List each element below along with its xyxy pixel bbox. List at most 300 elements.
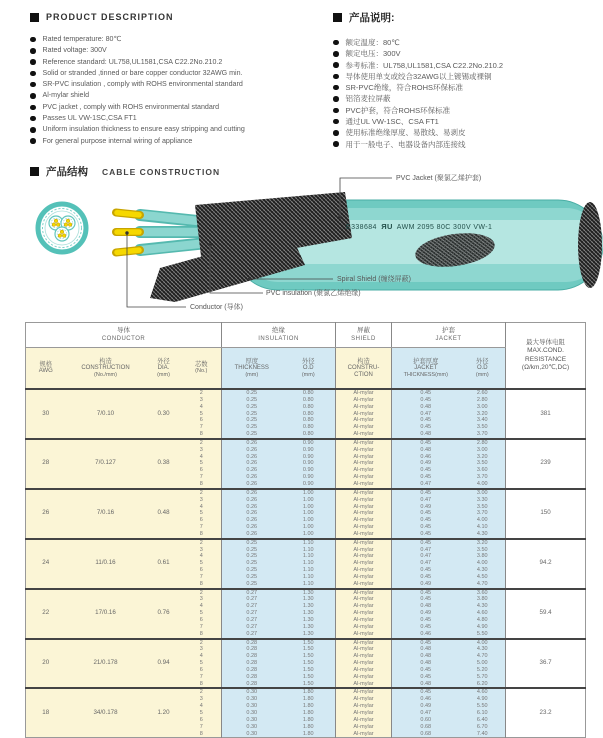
cell-ins-od: 1.30 xyxy=(282,610,336,617)
bullet-dot-icon xyxy=(30,59,36,65)
cell-dia: 1.20 xyxy=(146,688,182,737)
bullet-item-en xyxy=(30,90,328,101)
cell-jacket-thickness: 0.45 xyxy=(392,510,460,517)
cell-resistance: 59.4 xyxy=(506,589,586,639)
cell-cores: 6 xyxy=(182,567,222,574)
cell-jacket-od: 7.40 xyxy=(460,731,506,738)
cell-ins-od: 1.50 xyxy=(282,674,336,681)
bullet-text: For general purpose internal wiring of appliance xyxy=(42,136,193,145)
cell-ins-od: 1.00 xyxy=(282,531,336,539)
cell-jacket-od: 4.60 xyxy=(460,610,506,617)
cell-cores: 2 xyxy=(182,688,222,696)
spec-table xyxy=(25,322,586,738)
cell-jacket-od: 3.50 xyxy=(460,547,506,554)
cell-awg: 26 xyxy=(26,489,66,539)
cell-ins-thickness: 0.27 xyxy=(222,603,282,610)
cell-cores: 3 xyxy=(182,596,222,603)
bullet-dot-icon xyxy=(30,82,36,88)
cell-ins-od: 1.30 xyxy=(282,624,336,631)
cell-jacket-od: 3.00 xyxy=(460,447,506,454)
bullet-item-en xyxy=(30,45,328,56)
label-pvc-insulation: PVC insulation (聚氯乙烯绝缘) xyxy=(266,290,361,297)
cell-dia: 0.76 xyxy=(146,589,182,639)
cell-ins-thickness: 0.26 xyxy=(222,524,282,531)
cell-ins-thickness: 0.28 xyxy=(222,646,282,653)
cell-ins-od: 1.00 xyxy=(282,504,336,511)
cell-shield: Al-mylar xyxy=(336,653,392,660)
cell-shield: Al-mylar xyxy=(336,467,392,474)
bullet-text: Rated voltage: 300V xyxy=(42,46,107,55)
cell-ins-od: 0.90 xyxy=(282,467,336,474)
cell-jacket-thickness: 0.47 xyxy=(392,547,460,554)
cell-cores: 5 xyxy=(182,560,222,567)
bullet-text: 用于一般电子、电器设备内部连接线 xyxy=(345,139,466,149)
cell-ins-od: 1.80 xyxy=(282,731,336,738)
cell-ins-thickness: 0.25 xyxy=(222,417,282,424)
cell-dia: 0.30 xyxy=(146,389,182,439)
cell-shield: Al-mylar xyxy=(336,589,392,597)
cell-ins-od: 1.80 xyxy=(282,703,336,710)
cell-jacket-thickness: 0.48 xyxy=(392,603,460,610)
bullet-dot-icon xyxy=(333,74,339,80)
col-header-ins-od: 外径 O.D (mm) xyxy=(282,348,336,390)
bullet-item-zh xyxy=(333,105,597,116)
cell-ins-od: 0.80 xyxy=(282,431,336,439)
cell-shield: Al-mylar xyxy=(336,411,392,418)
cell-jacket-od: 3.80 xyxy=(460,596,506,603)
cell-shield: Al-mylar xyxy=(336,553,392,560)
bullet-dot-icon xyxy=(333,130,339,136)
cell-ins-od: 1.80 xyxy=(282,717,336,724)
cell-cores: 6 xyxy=(182,617,222,624)
cable-construction-diagram xyxy=(0,170,603,320)
cell-jacket-od: 4.30 xyxy=(460,603,506,610)
cell-jacket-od: 4.00 xyxy=(460,639,506,647)
cell-jacket-thickness: 0.48 xyxy=(392,653,460,660)
cell-jacket-od: 4.10 xyxy=(460,524,506,531)
cell-jacket-od: 4.00 xyxy=(460,517,506,524)
cell-shield: Al-mylar xyxy=(336,397,392,404)
cell-construction: 7/0.10 xyxy=(66,389,146,439)
cell-jacket-thickness: 0.60 xyxy=(392,717,460,724)
cell-cores: 3 xyxy=(182,696,222,703)
cell-resistance: 381 xyxy=(506,389,586,439)
bullet-item-en xyxy=(30,124,328,135)
cell-ins-thickness: 0.28 xyxy=(222,667,282,674)
product-description-title: PRODUCT DESCRIPTION xyxy=(46,12,174,22)
cell-jacket-thickness: 0.49 xyxy=(392,581,460,589)
bullet-dot-icon xyxy=(333,141,339,147)
cell-ins-od: 0.80 xyxy=(282,404,336,411)
cell-ins-od: 1.10 xyxy=(282,567,336,574)
cell-ins-od: 0.80 xyxy=(282,424,336,431)
cell-jacket-thickness: 0.45 xyxy=(392,489,460,497)
cell-cores: 5 xyxy=(182,411,222,418)
cell-cores: 7 xyxy=(182,524,222,531)
cell-ins-od: 1.50 xyxy=(282,646,336,653)
bullet-dot-icon xyxy=(333,96,339,102)
cell-jacket-od: 6.20 xyxy=(460,681,506,689)
cell-ins-thickness: 0.26 xyxy=(222,504,282,511)
bullet-dot-icon xyxy=(333,40,339,46)
bullet-item-en xyxy=(30,113,328,124)
bullet-item-en xyxy=(30,136,328,147)
cell-jacket-thickness: 0.48 xyxy=(392,447,460,454)
bullet-item-zh xyxy=(333,37,597,48)
col-header-cores: 芯数 (No.) xyxy=(182,348,222,390)
cell-jacket-thickness: 0.45 xyxy=(392,688,460,696)
cell-dia: 0.94 xyxy=(146,639,182,689)
cell-jacket-od: 4.30 xyxy=(460,646,506,653)
cell-jacket-od: 4.00 xyxy=(460,560,506,567)
cell-jacket-od: 2.80 xyxy=(460,397,506,404)
construction-title-zh: 产品结构 xyxy=(46,166,88,178)
product-description-list-en xyxy=(30,34,328,147)
cell-cores: 8 xyxy=(182,581,222,589)
cell-jacket-thickness: 0.45 xyxy=(392,517,460,524)
cell-cores: 8 xyxy=(182,481,222,489)
cell-jacket-thickness: 0.49 xyxy=(392,610,460,617)
group-insulation: 绝缘 INSULATION xyxy=(222,323,336,348)
cell-cores: 7 xyxy=(182,724,222,731)
bullet-dot-icon xyxy=(333,119,339,125)
cell-ins-thickness: 0.25 xyxy=(222,539,282,547)
cell-ins-thickness: 0.26 xyxy=(222,531,282,539)
cell-ins-od: 1.50 xyxy=(282,660,336,667)
cell-shield: Al-mylar xyxy=(336,560,392,567)
cell-jacket-od: 2.80 xyxy=(460,439,506,447)
cell-construction: 21/0.178 xyxy=(66,639,146,689)
cell-ins-od: 0.90 xyxy=(282,454,336,461)
spec-sub-row xyxy=(26,688,586,696)
cell-jacket-thickness: 0.45 xyxy=(392,389,460,397)
cell-jacket-od: 4.50 xyxy=(460,574,506,581)
cell-jacket-od: 3.00 xyxy=(460,489,506,497)
cell-ins-thickness: 0.26 xyxy=(222,517,282,524)
cell-jacket-od: 3.70 xyxy=(460,474,506,481)
cell-cores: 8 xyxy=(182,681,222,689)
cell-ins-od: 0.90 xyxy=(282,481,336,489)
col-header-ins-thickness: 厚度 THICKNESS (mm) xyxy=(222,348,282,390)
bullet-text: Passes UL VW-1SC,CSA FT1 xyxy=(42,114,137,123)
cell-jacket-thickness: 0.45 xyxy=(392,596,460,603)
bullet-text: 额定温度：80℃ xyxy=(345,38,400,47)
spec-sub-row xyxy=(26,589,586,597)
cell-ins-thickness: 0.27 xyxy=(222,610,282,617)
cell-jacket-thickness: 0.48 xyxy=(392,404,460,411)
cell-cores: 5 xyxy=(182,510,222,517)
cell-cores: 2 xyxy=(182,489,222,497)
cell-jacket-od: 6.10 xyxy=(460,710,506,717)
bullet-dot-icon xyxy=(333,85,339,91)
cell-cores: 7 xyxy=(182,674,222,681)
cell-shield: Al-mylar xyxy=(336,731,392,738)
cell-shield: Al-mylar xyxy=(336,624,392,631)
cell-ins-thickness: 0.25 xyxy=(222,581,282,589)
cell-jacket-thickness: 0.47 xyxy=(392,411,460,418)
bullet-text: Rated temperature: 80℃ xyxy=(42,35,122,43)
cell-shield: Al-mylar xyxy=(336,688,392,696)
square-bullet-icon xyxy=(333,13,342,22)
bullet-item-zh xyxy=(333,127,597,138)
cell-ins-thickness: 0.26 xyxy=(222,497,282,504)
cell-ins-thickness: 0.26 xyxy=(222,439,282,447)
cell-ins-od: 1.80 xyxy=(282,710,336,717)
cell-cores: 4 xyxy=(182,553,222,560)
cell-shield: Al-mylar xyxy=(336,617,392,624)
cell-dia: 0.48 xyxy=(146,489,182,539)
table-subheader-row xyxy=(26,348,586,390)
bullet-item-en xyxy=(30,68,328,79)
cell-jacket-thickness: 0.45 xyxy=(392,539,460,547)
bullet-dot-icon xyxy=(30,127,36,133)
spec-sub-row xyxy=(26,389,586,397)
construction-title-en: CABLE CONSTRUCTION xyxy=(102,166,221,177)
cell-shield: Al-mylar xyxy=(336,574,392,581)
cell-shield: Al-mylar xyxy=(336,681,392,689)
group-shield: 屏蔽 SHIELD xyxy=(336,323,392,348)
cell-ins-thickness: 0.27 xyxy=(222,631,282,639)
bullet-text: 额定电压：300V xyxy=(345,49,401,59)
cell-jacket-thickness: 0.45 xyxy=(392,639,460,647)
cell-jacket-od: 4.80 xyxy=(460,617,506,624)
cell-jacket-thickness: 0.45 xyxy=(392,574,460,581)
cell-cores: 2 xyxy=(182,389,222,397)
cell-ins-od: 1.00 xyxy=(282,524,336,531)
cell-jacket-thickness: 0.45 xyxy=(392,617,460,624)
cell-jacket-od: 3.40 xyxy=(460,417,506,424)
cross-section-icon xyxy=(38,204,86,252)
cell-cores: 3 xyxy=(182,397,222,404)
cell-shield: Al-mylar xyxy=(336,447,392,454)
cell-jacket-od: 4.90 xyxy=(460,624,506,631)
bullet-dot-icon xyxy=(30,93,36,99)
cell-cores: 2 xyxy=(182,539,222,547)
cell-ins-od: 0.90 xyxy=(282,460,336,467)
cell-dia: 0.61 xyxy=(146,539,182,589)
cell-jacket-thickness: 0.48 xyxy=(392,660,460,667)
bullet-dot-icon xyxy=(30,138,36,144)
cell-jacket-thickness: 0.45 xyxy=(392,667,460,674)
cell-jacket-od: 3.00 xyxy=(460,404,506,411)
cell-jacket-od: 4.60 xyxy=(460,688,506,696)
cell-jacket-od: 6.40 xyxy=(460,717,506,724)
cell-resistance: 150 xyxy=(506,489,586,539)
cell-jacket-thickness: 0.47 xyxy=(392,560,460,567)
bullet-text: Al-mylar shield xyxy=(42,91,90,100)
cell-jacket-thickness: 0.45 xyxy=(392,467,460,474)
cell-shield: Al-mylar xyxy=(336,724,392,731)
cell-cores: 6 xyxy=(182,517,222,524)
ul-mark-icon: ЯU xyxy=(381,222,393,231)
product-description-heading xyxy=(30,12,328,22)
cell-jacket-thickness: 0.47 xyxy=(392,497,460,504)
cell-jacket-od: 2.60 xyxy=(460,389,506,397)
cell-ins-thickness: 0.27 xyxy=(222,589,282,597)
bullet-item-zh xyxy=(333,60,597,71)
cell-cores: 4 xyxy=(182,404,222,411)
cell-shield: Al-mylar xyxy=(336,567,392,574)
cell-cores: 5 xyxy=(182,460,222,467)
cell-jacket-od: 4.00 xyxy=(460,481,506,489)
cell-jacket-od: 5.50 xyxy=(460,703,506,710)
cell-ins-od: 1.50 xyxy=(282,653,336,660)
cell-jacket-thickness: 0.46 xyxy=(392,696,460,703)
cell-ins-od: 1.30 xyxy=(282,589,336,597)
cell-ins-od: 1.00 xyxy=(282,489,336,497)
cell-cores: 3 xyxy=(182,497,222,504)
cell-shield: Al-mylar xyxy=(336,517,392,524)
cell-ins-thickness: 0.25 xyxy=(222,397,282,404)
cell-jacket-thickness: 0.45 xyxy=(392,531,460,539)
cell-jacket-thickness: 0.48 xyxy=(392,646,460,653)
cell-shield: Al-mylar xyxy=(336,497,392,504)
bullet-item-en xyxy=(30,102,328,113)
col-header-dia: 外径 DIA. (mm) xyxy=(146,348,182,390)
cell-shield: Al-mylar xyxy=(336,674,392,681)
bullet-text: Solid or stranded ,tinned or bare copper conductor 32AWG min. xyxy=(42,68,243,77)
cell-cores: 6 xyxy=(182,467,222,474)
cell-jacket-thickness: 0.49 xyxy=(392,703,460,710)
cell-jacket-od: 4.70 xyxy=(460,581,506,589)
cell-ins-od: 1.50 xyxy=(282,667,336,674)
cell-ins-od: 0.80 xyxy=(282,411,336,418)
cell-ins-thickness: 0.28 xyxy=(222,660,282,667)
cell-cores: 4 xyxy=(182,454,222,461)
cell-ins-od: 0.90 xyxy=(282,447,336,454)
bullet-text: Reference standard: UL758,UL1581,CSA C22.2No.210.2 xyxy=(42,57,223,66)
cell-shield: Al-mylar xyxy=(336,703,392,710)
cell-ins-thickness: 0.26 xyxy=(222,474,282,481)
cell-awg: 30 xyxy=(26,389,66,439)
bullet-item-zh xyxy=(333,48,597,59)
cell-construction: 17/0.16 xyxy=(66,589,146,639)
cell-jacket-od: 4.70 xyxy=(460,653,506,660)
cell-jacket-od: 3.50 xyxy=(460,460,506,467)
bullet-text: 铝箔麦拉屏蔽 xyxy=(345,94,391,104)
cell-jacket-od: 4.30 xyxy=(460,531,506,539)
spec-sub-row xyxy=(26,639,586,647)
cell-ins-thickness: 0.26 xyxy=(222,489,282,497)
cell-ins-thickness: 0.25 xyxy=(222,404,282,411)
cell-ins-od: 1.10 xyxy=(282,560,336,567)
cell-resistance: 239 xyxy=(506,439,586,489)
label-conductor: Conductor (导体) xyxy=(190,304,243,311)
cell-awg: 24 xyxy=(26,539,66,589)
cell-ins-thickness: 0.30 xyxy=(222,696,282,703)
cell-cores: 7 xyxy=(182,474,222,481)
cell-ins-thickness: 0.25 xyxy=(222,431,282,439)
cell-shield: Al-mylar xyxy=(336,539,392,547)
bullet-item-en xyxy=(30,34,328,45)
cell-jacket-thickness: 0.45 xyxy=(392,567,460,574)
cell-shield: Al-mylar xyxy=(336,531,392,539)
cell-jacket-thickness: 0.45 xyxy=(392,424,460,431)
cell-ins-od: 0.90 xyxy=(282,439,336,447)
cell-cores: 7 xyxy=(182,424,222,431)
bullet-dot-icon xyxy=(333,51,339,57)
cell-jacket-thickness: 0.45 xyxy=(392,474,460,481)
cell-cores: 2 xyxy=(182,589,222,597)
bullet-text: SR-PVC绝缘，符合ROHS环保标准 xyxy=(345,83,464,93)
cell-shield: Al-mylar xyxy=(336,454,392,461)
cell-shield: Al-mylar xyxy=(336,424,392,431)
cell-shield: Al-mylar xyxy=(336,439,392,447)
cell-cores: 4 xyxy=(182,504,222,511)
cell-jacket-od: 3.60 xyxy=(460,589,506,597)
cell-shield: Al-mylar xyxy=(336,431,392,439)
cell-ins-thickness: 0.30 xyxy=(222,688,282,696)
cell-shield: Al-mylar xyxy=(336,660,392,667)
cell-ins-thickness: 0.25 xyxy=(222,567,282,574)
product-notes-title: 产品说明: xyxy=(349,12,395,24)
bullet-item-zh xyxy=(333,82,597,93)
cell-cores: 4 xyxy=(182,603,222,610)
cell-shield: Al-mylar xyxy=(336,474,392,481)
cell-ins-od: 1.80 xyxy=(282,696,336,703)
cell-jacket-od: 3.70 xyxy=(460,510,506,517)
cell-ins-thickness: 0.25 xyxy=(222,574,282,581)
cell-shield: Al-mylar xyxy=(336,610,392,617)
cell-shield: Al-mylar xyxy=(336,631,392,639)
cell-jacket-thickness: 0.45 xyxy=(392,589,460,597)
cell-construction: 11/0.16 xyxy=(66,539,146,589)
cable-print-text xyxy=(346,222,492,231)
cell-shield: Al-mylar xyxy=(336,646,392,653)
cell-shield: Al-mylar xyxy=(336,460,392,467)
cell-shield: Al-mylar xyxy=(336,389,392,397)
cell-ins-thickness: 0.28 xyxy=(222,681,282,689)
cell-ins-od: 1.30 xyxy=(282,617,336,624)
cell-ins-od: 1.10 xyxy=(282,574,336,581)
cell-shield: Al-mylar xyxy=(336,603,392,610)
cell-shield: Al-mylar xyxy=(336,504,392,511)
bullet-text: 通过UL VW-1SC、CSA FT1 xyxy=(345,117,439,127)
cell-shield: Al-mylar xyxy=(336,510,392,517)
cell-shield: Al-mylar xyxy=(336,489,392,497)
cell-jacket-thickness: 0.45 xyxy=(392,674,460,681)
cell-shield: Al-mylar xyxy=(336,717,392,724)
cell-cores: 3 xyxy=(182,646,222,653)
cell-jacket-od: 3.80 xyxy=(460,553,506,560)
bullet-item-zh xyxy=(333,139,597,150)
cell-ins-od: 0.80 xyxy=(282,389,336,397)
cell-shield: Al-mylar xyxy=(336,667,392,674)
cell-ins-thickness: 0.30 xyxy=(222,724,282,731)
cell-ins-thickness: 0.30 xyxy=(222,731,282,738)
cell-jacket-od: 5.70 xyxy=(460,674,506,681)
col-header-jacket-thickness: 护套厚度 JACKET THICKNESS(mm) xyxy=(392,348,460,390)
col-header-resistance: 最大导体电阻 MAX.COND. RESISTANCE (Ω/km,20℃,DC) xyxy=(506,323,586,390)
cell-ins-thickness: 0.28 xyxy=(222,653,282,660)
cell-ins-thickness: 0.27 xyxy=(222,596,282,603)
cell-ins-thickness: 0.26 xyxy=(222,460,282,467)
cell-jacket-od: 3.20 xyxy=(460,539,506,547)
cell-shield: Al-mylar xyxy=(336,581,392,589)
cell-ins-thickness: 0.27 xyxy=(222,624,282,631)
bullet-item-zh xyxy=(333,116,597,127)
cell-jacket-od: 4.90 xyxy=(460,696,506,703)
bullet-dot-icon xyxy=(30,105,36,111)
cell-cores: 4 xyxy=(182,703,222,710)
cell-dia: 0.38 xyxy=(146,439,182,489)
cell-ins-thickness: 0.28 xyxy=(222,639,282,647)
cell-shield: Al-mylar xyxy=(336,696,392,703)
cell-jacket-thickness: 0.45 xyxy=(392,624,460,631)
cell-shield: Al-mylar xyxy=(336,596,392,603)
bullet-dot-icon xyxy=(333,62,339,68)
section-product-description-en xyxy=(30,12,328,147)
